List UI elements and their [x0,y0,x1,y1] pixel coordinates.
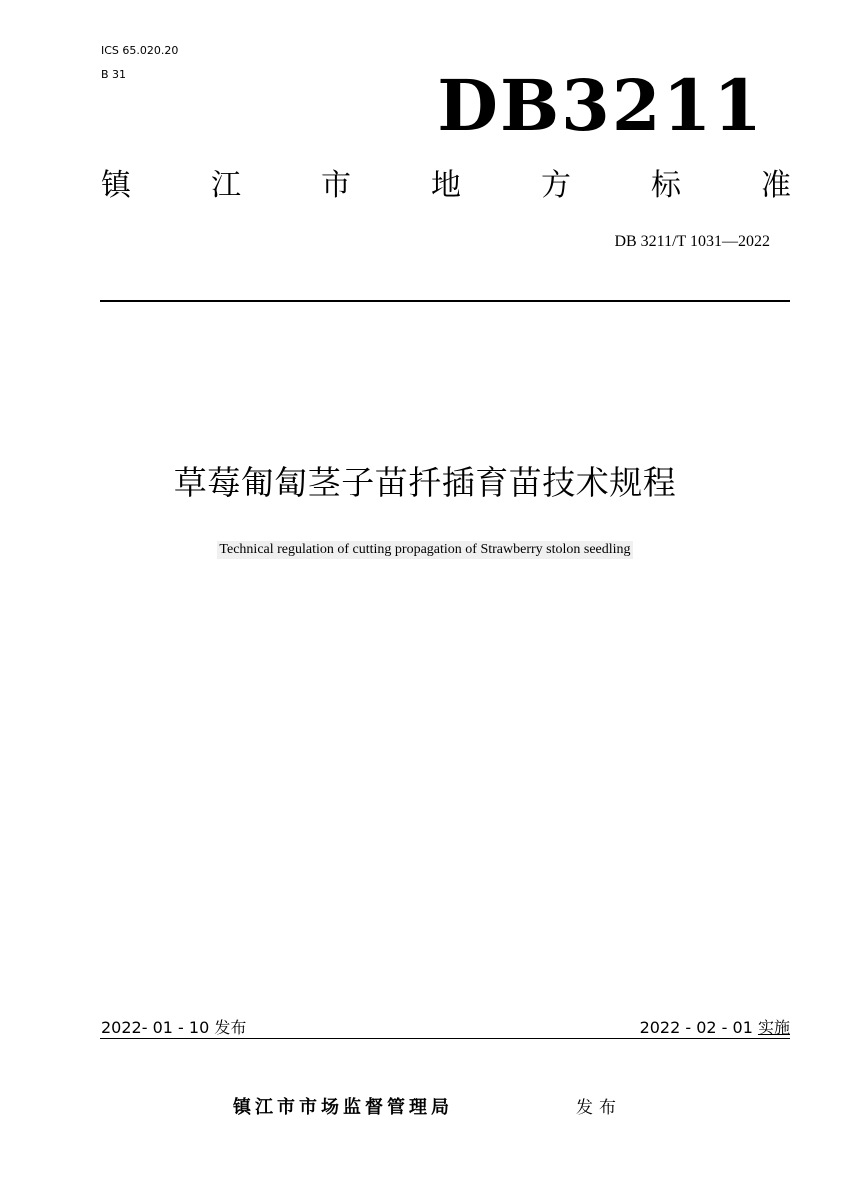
standard-number: DB 3211/T 1031—2022 [614,233,770,250]
title-english-wrapper [0,538,850,559]
issue-date: 2022- 01 - 10 发布 [101,1018,247,1037]
standard-type [101,166,791,206]
publish-label: 发布 [576,1098,622,1118]
standard-type-char: 标 [651,168,681,203]
implementation-date-value: 2022 - 02 - 01 [639,1018,758,1037]
ics-code: ICS 65.020.20 [101,44,179,57]
standard-type-char: 方 [541,168,571,203]
publisher-name: 镇江市市场监督管理局 [233,1097,453,1118]
ccs-code: B 31 [101,68,127,81]
implementation-date [640,1018,790,1038]
implementation-label: 实施 [757,1018,790,1037]
standard-type-char: 市 [321,168,351,203]
bottom-divider [100,1038,790,1039]
top-divider [100,300,790,302]
title-english: Technical regulation of cutting propagation of Strawberry stolon seedling [219,542,631,557]
standard-type-char: 镇 [101,168,131,203]
standard-type-char: 地 [431,168,461,203]
standard-type-char: 准 [761,168,791,203]
title-chinese: 草莓匍匐茎子苗扦插育苗技术规程 [173,463,677,502]
standard-logo: DB3211 [437,64,764,147]
standard-type-char: 江 [211,168,241,203]
